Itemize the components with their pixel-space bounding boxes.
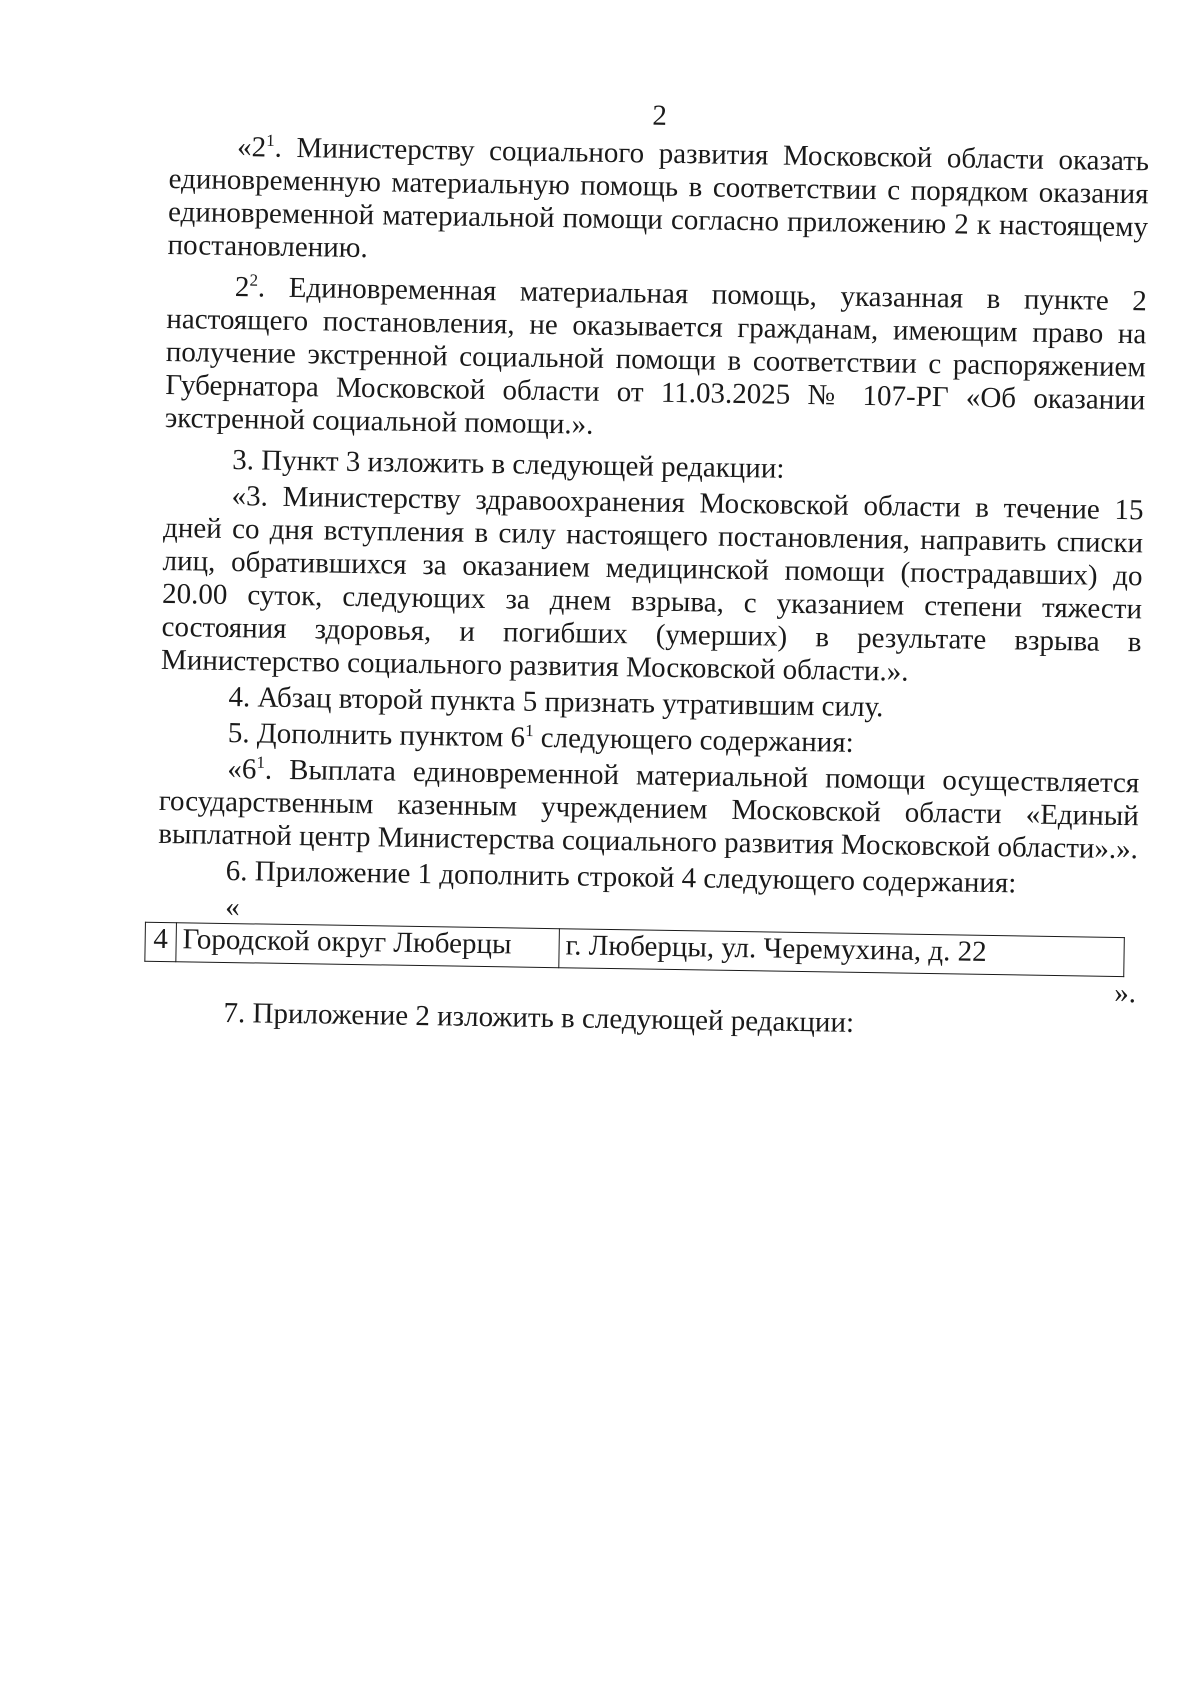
- address-cell: г. Люберцы, ул. Черемухина, д. 22: [559, 929, 1125, 977]
- paragraph-2-1-superscript: 1: [266, 130, 275, 150]
- table-quote-close: ».: [1113, 976, 1137, 1010]
- paragraph-2-2-open: 2: [234, 271, 250, 304]
- paragraph-2-1-open: «2: [236, 131, 267, 164]
- paragraph-2-2-superscript: 2: [249, 270, 259, 290]
- paragraph-2-2: [165, 270, 1147, 450]
- item-5-superscript: 1: [525, 721, 534, 741]
- paragraph-6-1-superscript: 1: [256, 752, 266, 772]
- paragraph-2-2-text: . Единовременная материальная помощь, указанная в пункте 2 настоящего постановления, не оказывается гражданам, имеющим право на получение экстренной социальной помощи в соответствии с распоряжением Губернатора Московской области от 11.03.2025 № 107-РГ «Об оказании экстренной социальной помощи.».: [164, 271, 1148, 441]
- paragraph-6-1-open: «6: [227, 752, 257, 786]
- paragraph-3: «3. Министерству здравоохранения Московской области в течение 15 дней со дня вступления в силу настоящего постановления, направить списки лиц, обратившихся за оказанием медицинской помощи (пострадавших) до 20.00 суток, следующих за днем взрыва, с указанием степени тяжести состояния здоровья, и погибших (умерших) в результате взрыва в Министерство социального развития Московской области.».: [160, 480, 1144, 688]
- document-body: [155, 92, 1150, 1047]
- item-6: 6. Приложение 1 дополнить строкой 4 следующего содержания:: [225, 854, 1017, 900]
- page-number: 2: [652, 99, 668, 132]
- paragraph-6-1-text: . Выплата единовременной материальной помощи осуществляется государственным казенным учреждением Московской области «Единый выплатной центр Министерства социального развития Московской области».».: [158, 753, 1140, 866]
- item-5-text: 5. Дополнить пунктом 6: [227, 716, 526, 754]
- item-4: 4. Абзац второй пункта 5 признать утратившим силу.: [228, 680, 884, 724]
- item-3: 3. Пункт 3 изложить в следующей редакции:: [231, 444, 785, 485]
- district-cell: Городской округ Люберцы: [176, 923, 560, 968]
- item-5-tail: следующего содержания:: [533, 721, 854, 759]
- paragraph-2-1: [167, 130, 1149, 277]
- item-7: 7. Приложение 2 изложить в следующей редакции:: [223, 996, 855, 1039]
- row-number-cell: 4: [145, 922, 177, 961]
- paragraph-2-1-text: . Министерству социального развития Московской области оказать единовременную материальную помощь в соответствии с порядком оказания единовременной материальной помощи согласно приложению 2 к настоящему постановлению.: [167, 131, 1150, 265]
- table-quote-open: «: [224, 890, 240, 924]
- paragraph-6-1: [158, 752, 1139, 866]
